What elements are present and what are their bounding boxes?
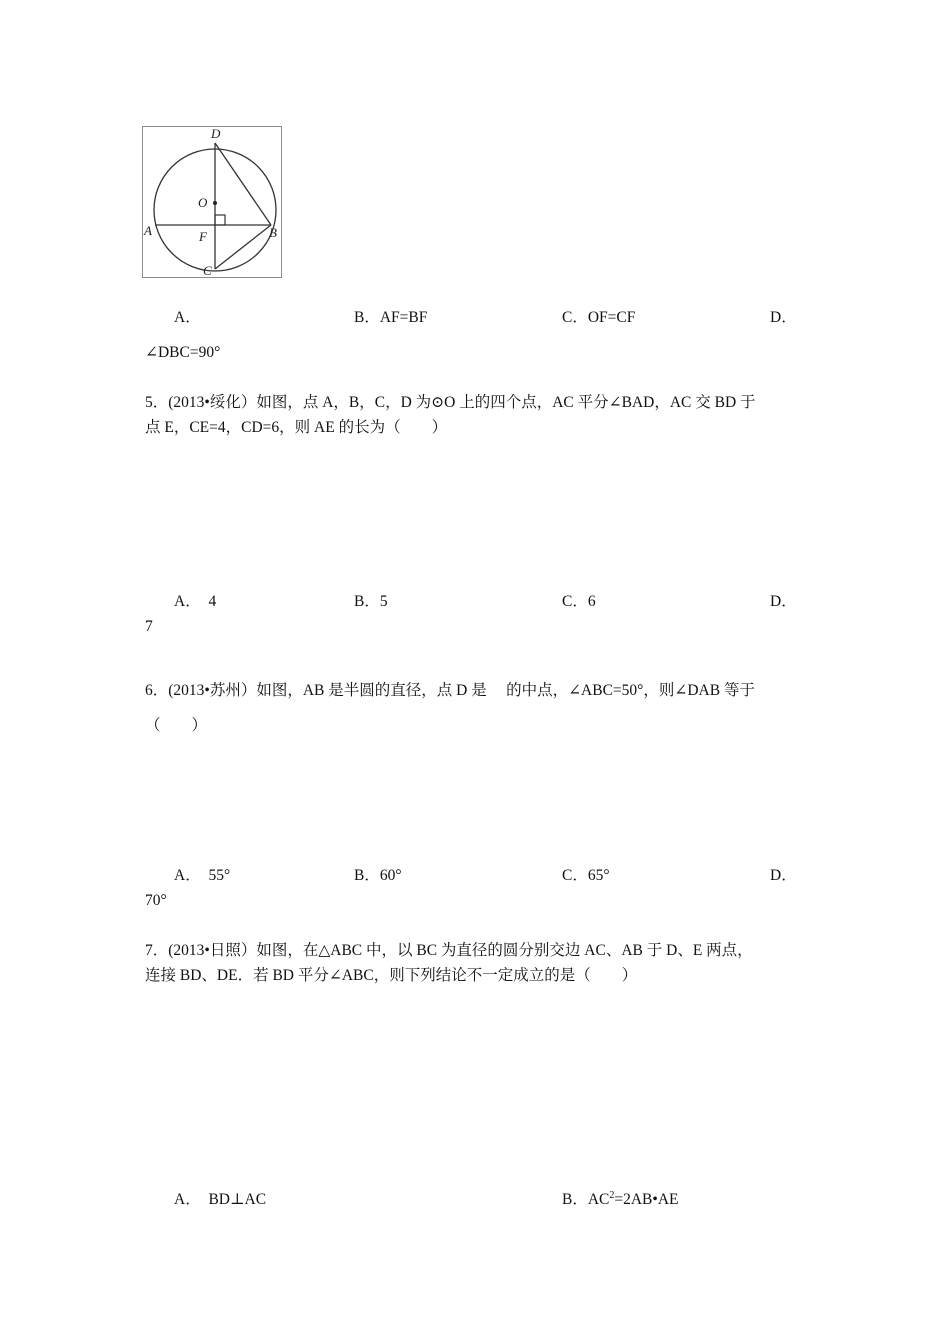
q6-option-b: B．60° — [354, 867, 402, 884]
center-point — [213, 201, 217, 205]
q7-option-b-exponent: 2 — [609, 1189, 615, 1201]
label-d: D — [211, 127, 221, 141]
q7-text-line1: 7．(2013•日照）如图，在△ABC 中，以 BC 为直径的圆分别交边 AC、AB 于 D、E 两点， — [145, 942, 753, 959]
q7-option-b-suffix: =2AB•AE — [614, 1191, 679, 1208]
q6-text-line1: 6．(2013•苏州）如图，AB 是半圆的直径，点 D 是 的中点，∠ABC=50°，则∠DAB 等于 — [145, 682, 755, 699]
q4-option-a: A． — [174, 309, 201, 326]
q4-option-c: C．OF=CF — [562, 309, 636, 326]
q7-option-b — [562, 1190, 679, 1210]
q6-option-d: D． — [770, 867, 797, 884]
q6-text-line2: （ ） — [145, 717, 208, 734]
right-angle-mark — [215, 215, 225, 225]
label-a: A — [144, 223, 152, 238]
q5-text-line1: 5．(2013•绥化）如图，点 A，B，C，D 为⊙O 上的四个点，AC 平分∠BAD，AC 交 BD 于 — [145, 394, 756, 411]
q6-option-d-value: 70° — [145, 892, 167, 909]
chord-cb — [215, 225, 271, 269]
label-o: O — [198, 195, 208, 210]
label-b: B — [269, 225, 277, 240]
label-c: C — [203, 263, 212, 277]
circle-diagram — [143, 127, 281, 277]
q5-option-d: D． — [770, 593, 797, 610]
q5-option-a: A． 4 — [174, 593, 217, 610]
q5-option-d-value: 7 — [145, 618, 153, 635]
q5-option-c: C．6 — [562, 593, 596, 610]
q7-option-a: A． BD⊥AC — [174, 1191, 267, 1208]
q5-text-line2: 点 E，CE=4，CD=6，则 AE 的长为（ ） — [145, 419, 448, 436]
q4-figure — [142, 126, 282, 278]
q6-option-a: A． 55° — [174, 867, 231, 884]
q4-option-d: D． — [770, 309, 797, 326]
q6-option-c: C．65° — [562, 867, 610, 884]
label-f: F — [199, 229, 207, 244]
q4-option-d-value: ∠DBC=90° — [145, 344, 221, 361]
q4-option-b: B．AF=BF — [354, 309, 428, 326]
q7-text-line2: 连接 BD、DE．若 BD 平分∠ABC，则下列结论不一定成立的是（ ） — [145, 967, 638, 984]
q7-option-b-prefix: B．AC — [562, 1191, 610, 1208]
q5-option-b: B．5 — [354, 593, 388, 610]
